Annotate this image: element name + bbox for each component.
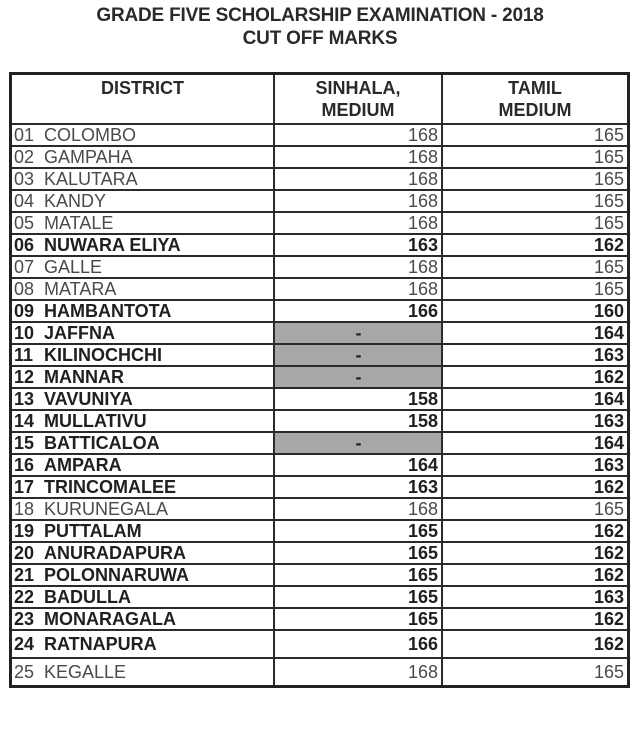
district-name: MATARA <box>44 279 117 299</box>
tamil-medium-mark: 163 <box>442 586 629 608</box>
tamil-medium-mark: 165 <box>442 212 629 234</box>
district-cell <box>11 608 275 630</box>
district-cell <box>11 234 275 256</box>
table-row <box>11 146 629 168</box>
table-row <box>11 658 629 687</box>
tamil-medium-mark: 165 <box>442 146 629 168</box>
tamil-medium-mark: 164 <box>442 432 629 454</box>
sinhala-medium-mark: 163 <box>274 234 442 256</box>
district-name: KURUNEGALA <box>44 499 169 519</box>
district-code: 19 <box>14 521 35 541</box>
district-name: KALUTARA <box>44 169 138 189</box>
tamil-medium-mark: 162 <box>442 608 629 630</box>
district-cell <box>11 520 275 542</box>
district-code: 24 <box>14 634 35 654</box>
sinhala-medium-mark: 166 <box>274 630 442 658</box>
tamil-medium-mark: 165 <box>442 498 629 520</box>
district-name: MATALE <box>44 213 114 233</box>
table-row <box>11 300 629 322</box>
sinhala-medium-mark: 165 <box>274 564 442 586</box>
district-code: 07 <box>14 257 35 277</box>
sinhala-medium-mark: 158 <box>274 388 442 410</box>
header-district-label: DISTRICT <box>101 78 184 98</box>
sinhala-medium-mark: 166 <box>274 300 442 322</box>
sinhala-medium-mark: - <box>274 432 442 454</box>
table-row <box>11 476 629 498</box>
sinhala-medium-mark: 168 <box>274 124 442 146</box>
tamil-medium-mark: 163 <box>442 344 629 366</box>
table-row <box>11 212 629 234</box>
district-code: 09 <box>14 301 35 321</box>
district-cell <box>11 322 275 344</box>
table-row <box>11 608 629 630</box>
district-cell <box>11 124 275 146</box>
table-row <box>11 344 629 366</box>
tamil-medium-mark: 163 <box>442 410 629 432</box>
district-cell <box>11 256 275 278</box>
table-header-row <box>11 74 629 125</box>
table-row <box>11 168 629 190</box>
district-code: 18 <box>14 499 35 519</box>
district-code: 12 <box>14 367 35 387</box>
header-sinhala-line2: MEDIUM <box>321 100 395 120</box>
district-code: 08 <box>14 279 35 299</box>
sinhala-medium-mark: - <box>274 344 442 366</box>
sinhala-medium-mark: 165 <box>274 608 442 630</box>
table-row <box>11 498 629 520</box>
table-row <box>11 630 629 658</box>
district-name: VAVUNIYA <box>44 389 133 409</box>
district-code: 22 <box>14 587 35 607</box>
tamil-medium-mark: 165 <box>442 278 629 300</box>
district-code: 17 <box>14 477 35 497</box>
table-row <box>11 388 629 410</box>
district-cell <box>11 586 275 608</box>
district-code: 21 <box>14 565 35 585</box>
district-code: 16 <box>14 455 35 475</box>
tamil-medium-mark: 162 <box>442 564 629 586</box>
sinhala-medium-mark: 168 <box>274 146 442 168</box>
district-name: PUTTALAM <box>44 521 142 541</box>
district-name: KILINOCHCHI <box>44 345 162 365</box>
district-name: NUWARA ELIYA <box>44 235 181 255</box>
tamil-medium-mark: 165 <box>442 124 629 146</box>
district-name: MANNAR <box>44 367 124 387</box>
district-code: 13 <box>14 389 35 409</box>
district-code: 14 <box>14 411 35 431</box>
header-district <box>11 74 275 125</box>
sinhala-medium-mark: 168 <box>274 278 442 300</box>
header-tamil-line1: TAMIL <box>508 78 562 98</box>
table-row <box>11 586 629 608</box>
district-cell <box>11 300 275 322</box>
table-row <box>11 520 629 542</box>
district-cell <box>11 168 275 190</box>
tamil-medium-mark: 165 <box>442 658 629 687</box>
tamil-medium-mark: 162 <box>442 476 629 498</box>
district-name: COLOMBO <box>44 125 137 145</box>
tamil-medium-mark: 164 <box>442 388 629 410</box>
sinhala-medium-mark: - <box>274 322 442 344</box>
tamil-medium-mark: 162 <box>442 542 629 564</box>
district-name: BATTICALOA <box>44 433 160 453</box>
header-tamil-medium <box>442 74 629 125</box>
district-code: 15 <box>14 433 35 453</box>
table-row <box>11 432 629 454</box>
tamil-medium-mark: 162 <box>442 630 629 658</box>
tamil-medium-mark: 165 <box>442 256 629 278</box>
sinhala-medium-mark: 165 <box>274 542 442 564</box>
district-cell <box>11 190 275 212</box>
district-name: MULLATIVU <box>44 411 147 431</box>
district-name: KEGALLE <box>44 662 127 682</box>
district-name: GALLE <box>44 257 103 277</box>
district-cell <box>11 658 275 687</box>
table-row <box>11 322 629 344</box>
district-name: BADULLA <box>44 587 131 607</box>
district-name: HAMBANTOTA <box>44 301 172 321</box>
table-row <box>11 278 629 300</box>
district-cell <box>11 432 275 454</box>
district-cell <box>11 146 275 168</box>
district-cell <box>11 278 275 300</box>
district-cell <box>11 564 275 586</box>
cutoff-marks-table <box>9 72 630 688</box>
sinhala-medium-mark: 168 <box>274 498 442 520</box>
sinhala-medium-mark: 165 <box>274 586 442 608</box>
tamil-medium-mark: 162 <box>442 520 629 542</box>
district-name: GAMPAHA <box>44 147 133 167</box>
sinhala-medium-mark: 165 <box>274 520 442 542</box>
table-row <box>11 564 629 586</box>
sinhala-medium-mark: 163 <box>274 476 442 498</box>
district-code: 11 <box>14 345 34 365</box>
tamil-medium-mark: 163 <box>442 454 629 476</box>
sinhala-medium-mark: 168 <box>274 256 442 278</box>
district-cell <box>11 212 275 234</box>
tamil-medium-mark: 165 <box>442 168 629 190</box>
district-code: 23 <box>14 609 35 629</box>
district-name: ANURADAPURA <box>44 543 186 563</box>
district-code: 25 <box>14 662 35 682</box>
sinhala-medium-mark: 168 <box>274 658 442 687</box>
district-cell <box>11 410 275 432</box>
header-tamil-line2: MEDIUM <box>498 100 572 120</box>
sinhala-medium-mark: 168 <box>274 168 442 190</box>
table-row <box>11 234 629 256</box>
tamil-medium-mark: 165 <box>442 190 629 212</box>
header-sinhala-line1: SINHALA, <box>315 78 401 98</box>
district-cell <box>11 542 275 564</box>
district-code: 03 <box>14 169 35 189</box>
district-name: AMPARA <box>44 455 122 475</box>
district-cell <box>11 344 275 366</box>
table-row <box>11 124 629 146</box>
tamil-medium-mark: 162 <box>442 234 629 256</box>
sinhala-medium-mark: 164 <box>274 454 442 476</box>
table-row <box>11 190 629 212</box>
sinhala-medium-mark: 168 <box>274 212 442 234</box>
district-name: POLONNARUWA <box>44 565 189 585</box>
district-code: 20 <box>14 543 35 563</box>
table-row <box>11 366 629 388</box>
district-cell <box>11 366 275 388</box>
table-row <box>11 454 629 476</box>
district-name: KANDY <box>44 191 107 211</box>
district-code: 04 <box>14 191 35 211</box>
header-sinhala-medium <box>274 74 442 125</box>
district-name: JAFFNA <box>44 323 115 343</box>
document-title: GRADE FIVE SCHOLARSHIP EXAMINATION - 2018 <box>96 5 544 26</box>
sinhala-medium-mark: 158 <box>274 410 442 432</box>
sinhala-medium-mark: 168 <box>274 190 442 212</box>
district-name: RATNAPURA <box>44 634 157 654</box>
district-cell <box>11 630 275 658</box>
document-subtitle: CUT OFF MARKS <box>242 28 398 49</box>
district-code: 05 <box>14 213 35 233</box>
district-name: TRINCOMALEE <box>44 477 176 497</box>
tamil-medium-mark: 164 <box>442 322 629 344</box>
table-row <box>11 542 629 564</box>
district-code: 10 <box>14 323 35 343</box>
tamil-medium-mark: 160 <box>442 300 629 322</box>
district-cell <box>11 476 275 498</box>
sinhala-medium-mark: - <box>274 366 442 388</box>
table-row <box>11 410 629 432</box>
district-code: 01 <box>14 125 35 145</box>
district-cell <box>11 388 275 410</box>
district-cell <box>11 498 275 520</box>
district-cell <box>11 454 275 476</box>
tamil-medium-mark: 162 <box>442 366 629 388</box>
district-code: 06 <box>14 235 35 255</box>
district-code: 02 <box>14 147 35 167</box>
district-name: MONARAGALA <box>44 609 176 629</box>
table-row <box>11 256 629 278</box>
